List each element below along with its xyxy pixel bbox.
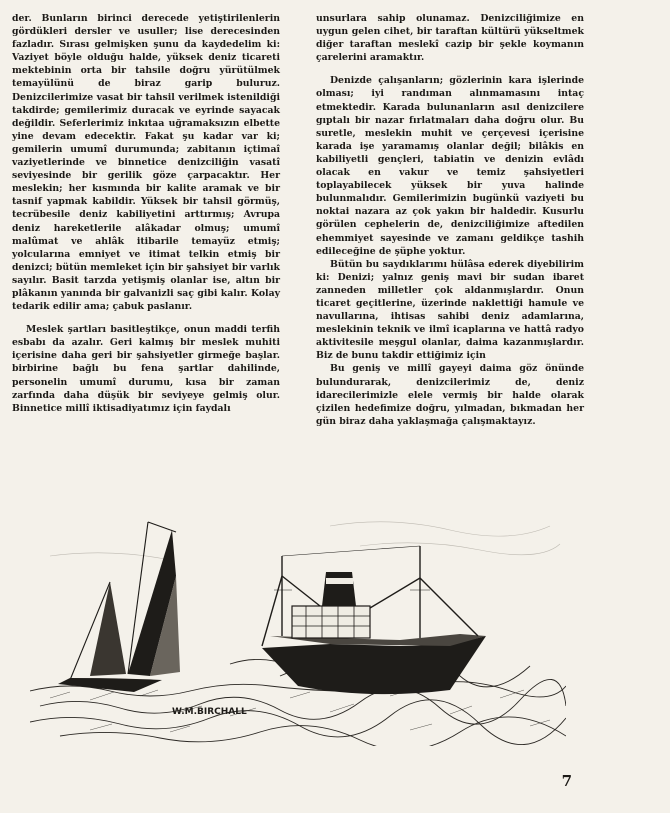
paragraph: Bütün bu saydıklarımı hülâsa ederek diyebilirim ki: Denizi; yalnız geniş mavi bir sudan ibaret zanneden milletler çok aldanmışlardır. Onun ticaret geçitlerine, üzerinde naklettiği hamule ve navullarına, ihtisas sahibi deniz adamlarına, meslekinin teknik ve ilmî icaplarına ve hattâ radyo aktivitesile meşgul olanlar, daima kazanmışlardır. Biz de bunu takdir ettiğimiz için bbox=[316, 258, 584, 362]
paragraph: Meslek şartları basitleştikçe, onun maddi terfih esbabı da azalır. Geri kalmış bir meslek muhiti içerisine daha geri bir şahsiyetler girmeğe başlar. birbirine bağlı bu fena şartlar dahilinde, personelin umumî durumu, kısa bir zaman zarfında daha düşük bir seviyeye gelmiş olur. Binnetice millî iktisadiyatımız için faydalı bbox=[12, 324, 280, 414]
right-text-column bbox=[316, 12, 584, 428]
paragraph: der. Bunların birinci derecede yetiştirilenlerin gördükleri dersler ve usuller; lise derecesinden fazladır. Sırası gelmişken şunu da kaydedelim ki: Vaziyet böyle olduğu halde, yüksek deniz ticareti mektebinin orta bir tahsile doğru yürütülmek temayülünü de biraz garip buluruz. Denizcilerimize vasat bir tahsil verilmek istenildiği takdirde; gemilerimiz duracak ve eyrinde sayacak değildir. Seferlerimiz inkıtaa uğramaksızın elbette yine devam edecektir. Fakat şu kadar var ki; gemilerin umumî durumunda; zabitanın içtimaî vaziyetlerinde ve binnetice denizciliğin vasatî seviyesinde bir gerilik göze çarpacaktır. Her meslekin; her kısmında bir kalite aramak ve bir tasnif yapmak kabildir. Yüksek bir tahsil görmüş, tecrübesile deniz kabiliyetini arttırmış; Avrupa deniz hareketlerile alâkadar olmuş; umumî malûmat ve ahlâk itibarile temayüz etmiş; yolcularına emniyet ve itimat telkin etmiş bir denizci; bütün memleket için bir şahsiyet bir varlık sayılır. Basit tarzda yetişmiş olanlar ise, altın bir plâkanın yanında bir galvanizli saç gibi kalır. Kolay tedarik edilir ama; çabuk paslanır. bbox=[12, 13, 280, 313]
ships-illustration bbox=[30, 486, 566, 746]
paragraph: Bu geniş ve millî gayeyi daima göz önünde bulundurarak, denizcilerimiz de, deniz idarecilerimizle elele vermiş bir halde olarak çizilen hedefimize doğru, yılmadan, bıkmadan her gün biraz daha yaklaşmağa çalışmaktayız. bbox=[316, 363, 584, 427]
paragraph: Denizde çalışanların; gözlerinin kara işlerinde olması; iyi randıman alınmamasını intaç etmektedir. Karada bulunanların asıl denizcilere gıptalı bir nazar fırlatmaları daha doğru olur. Bu suretle, meslekin muhit ve çerçevesi içerisine karada işe yaramamış olanlar değil; bilâkis en kabiliyetli gençleri, tabiatin ve denizin evlâdı olacak en vakur ve temiz şahsiyetleri toplayabilecek yüksek bir yuva halinde bulunmalıdır. Gemilerimizin bugünkü vaziyeti bu noktai nazara az çok yakın bir haldedir. Kusurlu görülen cephelerin de, denizciliğimize aftedilen ehemmiyet sayesinde ve zamanı geldikçe tashih edileceğine de şüphe yoktur. bbox=[316, 75, 584, 257]
left-text-column bbox=[12, 12, 280, 415]
page-number: 7 bbox=[561, 772, 572, 790]
paragraph: unsurlara sahip olunamaz. Denizciliğimize en uygun gelen cihet, bir taraftan kültürü yükseltmek diğer taraftan meslekî cazip bir şekle koymanın çarelerini aramaktır. bbox=[316, 13, 584, 64]
artist-signature: W.M.BIRCHALL bbox=[172, 707, 247, 717]
